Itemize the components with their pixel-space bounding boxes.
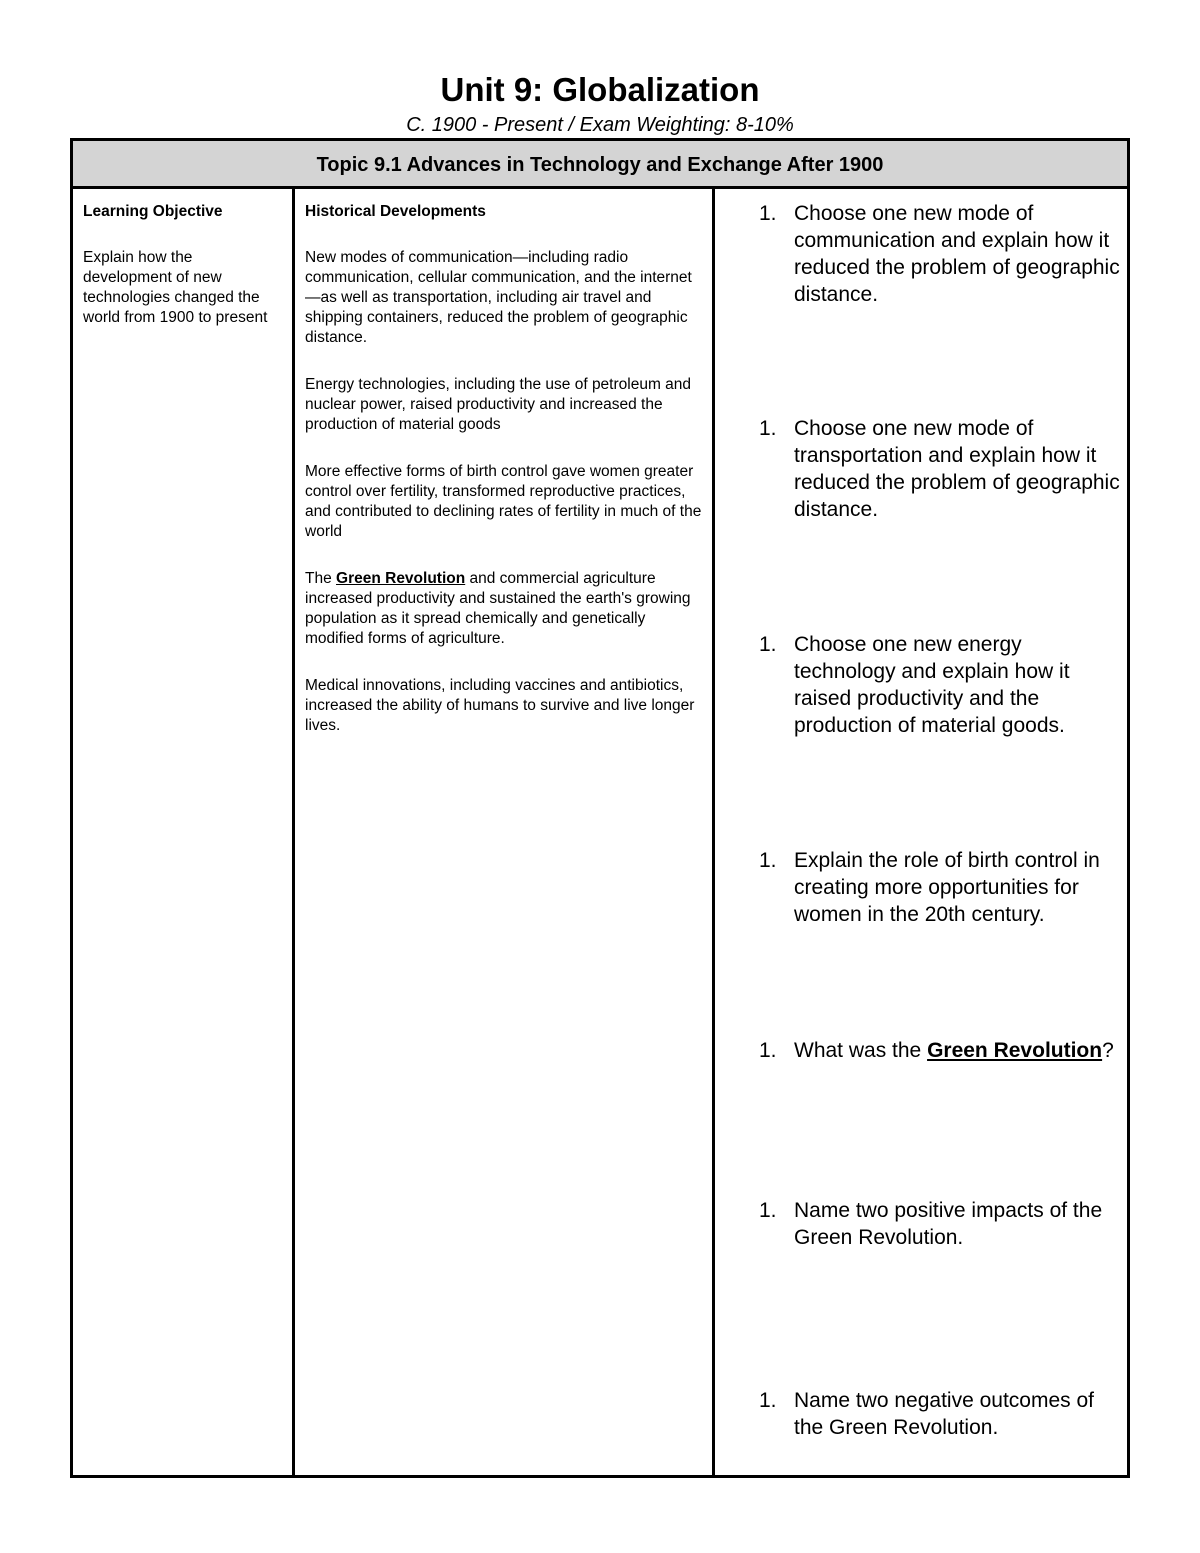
development-item [305,569,704,649]
question-item [759,1387,1124,1441]
question-item [759,1197,1124,1251]
question-suffix: ? [1102,1039,1114,1062]
question-item [759,847,1124,928]
question-number: 1. [759,633,777,656]
development-item: Energy technologies, including the use of petroleum and nuclear power, raised productivity and increased the production of material goods [305,376,692,433]
development-item: New modes of communication—including radio communication, cellular communication, and the internet—as well as transportation, including air travel and shipping containers, reduced the problem of geographic distance. [305,249,692,346]
topic-header: Topic 9.1 Advances in Technology and Exchange After 1900 [73,141,1127,189]
question-text: Name two positive impacts of the Green Revolution. [794,1199,1103,1249]
development-item: More effective forms of birth control gave women greater control over fertility, transformed reproductive practices, and contributed to declining rates of fertility in much of the world [305,463,702,540]
question-text [794,1037,1124,1064]
question-number: 1. [759,1039,777,1062]
question-item [759,200,1124,308]
question-text: Choose one new energy technology and explain how it raised productivity and the production of material goods. [794,633,1070,737]
question-number: 1. [759,417,777,440]
learning-objective-heading: Learning Objective [83,203,223,220]
green-revolution-term: Green Revolution [927,1039,1103,1062]
questions-column [715,189,1127,1475]
question-item [759,1037,1124,1064]
page-title: Unit 9: Globalization [440,71,760,108]
learning-objective-column [73,189,295,1475]
question-prefix: What was the [794,1039,928,1062]
question-text: Choose one new mode of transportation and explain how it reduced the problem of geographic distance. [794,417,1120,521]
development-item-prefix: The [305,570,337,587]
green-revolution-term: Green Revolution [336,570,466,587]
historical-developments-heading: Historical Developments [305,203,486,220]
development-item-suffix: and commercial agriculture increased productivity and sustained the earth's growing population as it spread chemically and genetically modified forms of agriculture. [305,570,691,647]
question-number: 1. [759,1389,777,1412]
question-text: Choose one new mode of communication and explain how it reduced the problem of geographic distance. [794,202,1120,306]
learning-objective-text: Explain how the development of new technologies changed the world from 1900 to present [83,249,268,326]
historical-developments-column [295,189,715,1475]
question-item [759,415,1124,523]
question-number: 1. [759,849,777,872]
question-number: 1. [759,1199,777,1222]
question-text: Explain the role of birth control in creating more opportunities for women in the 20th century. [794,849,1100,926]
development-item: Medical innovations, including vaccines and antibiotics, increased the ability of humans to survive and live longer lives. [305,677,695,734]
question-text: Name two negative outcomes of the Green Revolution. [794,1389,1094,1439]
question-number: 1. [759,202,777,225]
page-subtitle: C. 1900 - Present / Exam Weighting: 8-10% [406,114,794,136]
question-item [759,631,1124,739]
topic-table [70,138,1130,1478]
